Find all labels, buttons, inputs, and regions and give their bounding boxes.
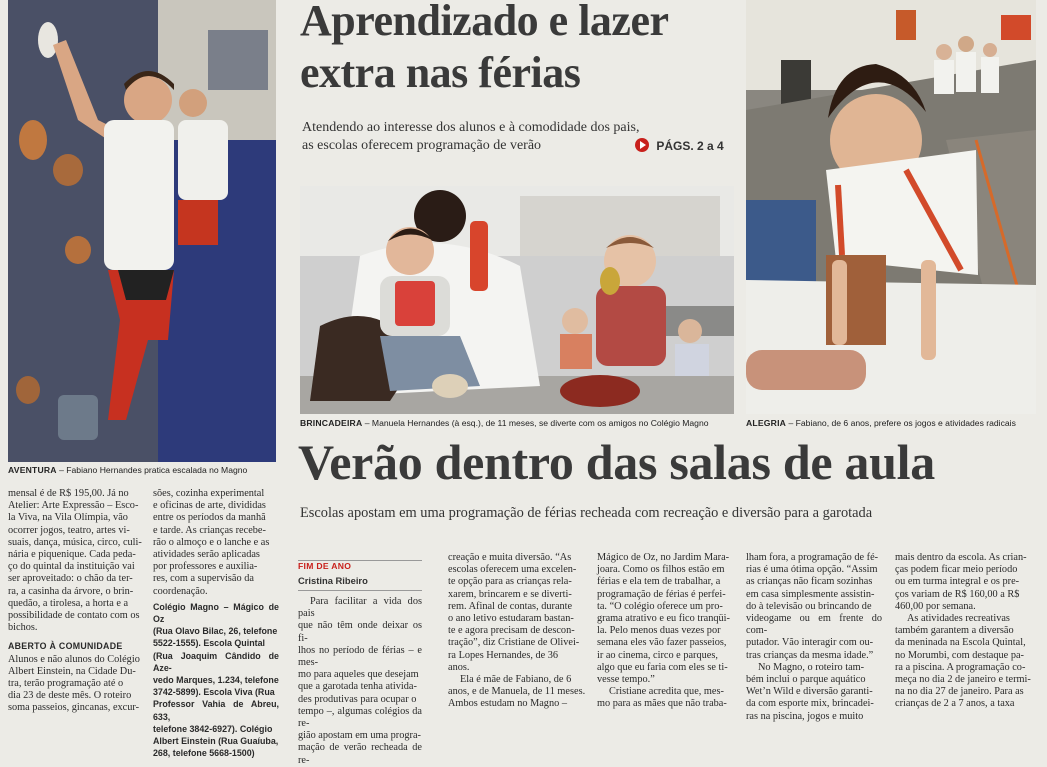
- c5-paragraph-2: Cristiane acredita que, mes- mo para as mães que não traba-: [597, 686, 727, 710]
- babies-photo-art: [300, 186, 734, 414]
- column-7: [895, 552, 1035, 710]
- byline-rule: [298, 590, 422, 591]
- second-headline: Verão dentro das salas de aula: [298, 434, 935, 490]
- caption-brincadeira: [300, 418, 740, 429]
- column-2: [153, 488, 279, 759]
- c7-paragraph-2: As atividades recreativas também garantem a diversão da meninada na Escola Quintal, no Morumbi, com destaque pa- ra a piscina. A programação co- meça no dia 2 de janeiro e termi- na no dia 27 de janeiro. Para as crianças de 2 a 7 anos, a taxa: [895, 613, 1031, 710]
- caption-label: ALEGRIA: [746, 418, 787, 428]
- c1-subhead: ABERTO À COMUNIDADE: [8, 641, 123, 652]
- caption-aventura: [8, 465, 278, 476]
- c4-paragraph-2: Ela é mãe de Fabiano, de 6 anos, e de Manuela, de 11 meses. Ambos estudam no Magno –: [448, 674, 586, 710]
- c3-paragraph: Para facilitar a vida dos pais que não têm onde deixar os fi- lhos no período de férias – e mes- mo para aqueles que desejam que a garotada tenha ativida- des produtivas para ocupar o tempo –, algumas colégios da re- gião apostam em uma progra- mação de verão recheada de re-: [298, 596, 422, 766]
- c7-paragraph: mais dentro da escola. As crian- ças podem ficar meio período ou em turma integral e os pre- ços variam de R$ 160,00 a R$ 460,00 por semana.: [895, 552, 1027, 612]
- caption-text: – Fabiano Hernandes pratica escalada no Magno: [56, 465, 248, 475]
- caption-text: – Fabiano, de 6 anos, prefere os jogos e atividades radicais: [786, 418, 1016, 428]
- column-1: [8, 488, 146, 714]
- byline: Cristina Ribeiro: [298, 575, 368, 586]
- column-3: [298, 596, 422, 766]
- column-4: [448, 552, 588, 710]
- photo-babies: [300, 186, 734, 414]
- climbing-photo-art: [8, 0, 276, 462]
- photo-climbing: [8, 0, 276, 462]
- c2-paragraph: sões, cozinha experimental e oficinas de arte, divididas entre os períodos da manhã e tarde. As crianças recebe- rão o almoço e o lanche e as atividades serão aplicadas por professores e auxilia- res, com a supervisão da coordenação.: [153, 488, 270, 597]
- column-5: [597, 552, 731, 710]
- fabiano-photo-art: [746, 0, 1036, 414]
- c5-paragraph: Mágico de Oz, no Jardim Mara- joara. Como os filhos estão em férias e ela tem de trabalhar, a programação de férias é perfei- ta. “O colégio oferece um pro- grama atrativo e eu fico tranqüi- la. Pelo menos duas vezes por semana eles vão fazer passeios, ir ao cinema, circo e parques, algo que eu faria com eles se ti- vesse tempo.”: [597, 552, 730, 686]
- c6-paragraph: lham fora, a programação de fé- rias é uma ótima opção. “Assim as crianças não ficam sozinhas em casa simplesmente assistin- do à televisão ou brincando de videogame ou em frente do com- putador. Vão interagir com ou- tras crianças da mesma idade.”: [746, 552, 882, 661]
- photo-fabiano: [746, 0, 1036, 414]
- top-deck-line1: Atendendo ao interesse dos alunos e à comodidade dos pais,: [302, 120, 640, 135]
- caption-text: – Manuela Hernandes (à esq.), de 11 meses, se diverte com os amigos no Colégio Magno: [362, 418, 709, 428]
- column-6: [746, 552, 882, 722]
- top-deck-line2: as escolas oferecem programação de verão: [302, 138, 542, 153]
- top-headline-line1: Aprendizado e lazer: [300, 0, 669, 45]
- kicker: FIM DE ANO: [298, 561, 352, 571]
- page-reference[interactable]: [635, 137, 724, 155]
- top-headline-line2: extra nas férias: [300, 48, 581, 97]
- c2-address-list: Colégio Magno – Mágico de Oz (Rua Olavo Bilac, 26, telefone 5522-1555). Escola Quintal (Rua Joaquim Cândido de Aze- vedo Marques, 1.234, telefone 3742-5899). Escola Viva (Rua Professor Vahia de Abreu, 633, telefone 3842-6927). Colégio Albert Einstein (Rua Guaíuba, 268, telefone 5668-1500): [153, 601, 279, 759]
- play-arrow-icon: [635, 138, 649, 152]
- c4-paragraph: creação e muita diversão. “As escolas oferecem uma excelen- te opção para as crianças rela- xarem, brincarem e se diverti- rem. Afinal de contas, durante o ano letivo estudaram bastan- te e agora precisam de descon- tração”, diz Cristiane de Olivei- ra Lopes Hernandes, de 36 anos.: [448, 552, 580, 673]
- caption-label: AVENTURA: [8, 465, 57, 475]
- caption-label: BRINCADEIRA: [300, 418, 363, 428]
- c1-paragraph: mensal é de R$ 195,00. Já no Atelier: Arte Expressão – Esco- la Viva, na Vila Olímpia, vão ocorrer jogos, teatro, artes vi- suais, dança, música, circo, culi- nária e piquenique. Cada peda- ço do quintal da instituição vai ser aproveitado: o chão da ter- ra, a casinha da árvore, o brin- quedão, a tirolesa, a horta e a possibilidade de contato com os bichos.: [8, 488, 142, 634]
- caption-alegria: [746, 418, 1041, 429]
- c1-paragraph-2: Alunos e não alunos do Colégio Albert Einstein, na Cidade Du- tra, terão programação até o dia 23 de deste mês. O roteiro soma passeios, gincanas, excur-: [8, 653, 140, 714]
- second-deck: Escolas apostam em uma programação de férias recheada com recreação e diversão para a garotada: [300, 505, 873, 521]
- page-ref-text: PÁGS. 2 a 4: [656, 139, 724, 153]
- c6-paragraph-2: No Magno, o roteiro tam- bém inclui o parque aquático Wet’n Wild e diversão garanti- da com esporte mix, brincadei- ras na piscina, jogos e muito: [746, 661, 874, 722]
